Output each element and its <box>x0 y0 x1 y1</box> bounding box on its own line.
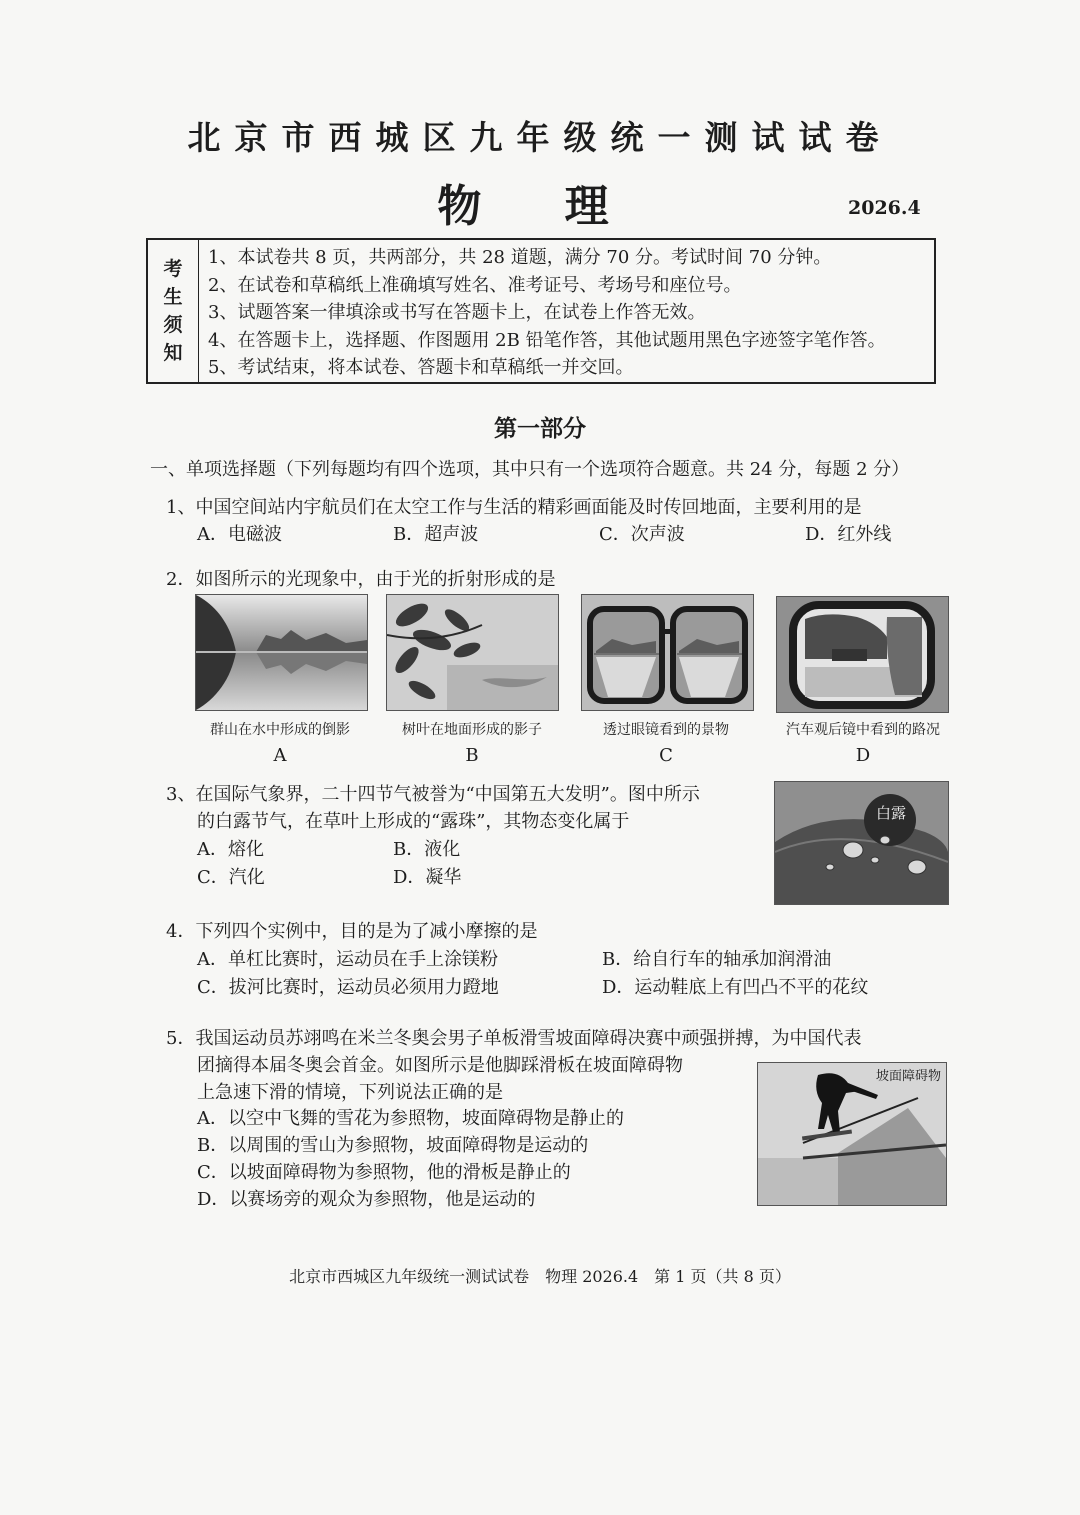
section-title: 一、单项选择题（下列每题均有四个选项，其中只有一个选项符合题意。共 24 分，每题 2 分） <box>150 459 910 480</box>
q1-option-a: A．电磁波 <box>197 524 282 545</box>
snowboard-illustration <box>758 1063 946 1205</box>
q5-option-d: D．以赛场旁的观众为参照物，他是运动的 <box>197 1189 536 1210</box>
dew-illustration <box>775 782 948 904</box>
q3-option-d: D．凝华 <box>393 867 462 888</box>
page-footer: 北京市西城区九年级统一测试试卷 物理 2026.4 第 1 页（共 8 页） <box>289 1267 791 1286</box>
notice-list <box>208 244 886 382</box>
q5-option-b: B．以周围的雪山为参照物，坡面障碍物是运动的 <box>197 1135 589 1156</box>
q2-caption-b: 树叶在地面形成的影子 <box>402 722 542 738</box>
q4-option-a: A．单杠比赛时，运动员在手上涂镁粉 <box>197 949 498 970</box>
q5-option-c: C．以坡面障碍物为参照物，他的滑板是静止的 <box>197 1162 571 1183</box>
q2-caption-a: 群山在水中形成的倒影 <box>210 722 350 738</box>
notice-item: 4、在答题卡上，选择题、作图题用 2B 铅笔作答，其他试题用黑色字迹签字笔作答。 <box>208 329 886 351</box>
q5-stem-line1: 5．我国运动员苏翊鸣在米兰冬奥会男子单板滑雪坡面障碍决赛中顽强拼搏，为中国代表 <box>166 1028 862 1049</box>
rearview-mirror-photo <box>776 596 949 713</box>
notice-label-char: 知 <box>163 342 183 364</box>
q5-stem-line3: 上急速下滑的情境，下列说法正确的是 <box>197 1082 503 1103</box>
q2-letter-c: C <box>659 745 673 766</box>
q2-caption-c: 透过眼镜看到的景物 <box>603 722 729 738</box>
q3-stem-line1: 3、在国际气象界，二十四节气被誉为“中国第五大发明”。图中所示 <box>166 784 700 805</box>
q1-stem: 1、中国空间站内宇航员们在太空工作与生活的精彩画面能及时传回地面，主要利用的是 <box>166 497 862 518</box>
exam-date: 2026.4 <box>848 197 921 219</box>
q3-stem-line2: 的白露节气，在草叶上形成的“露珠”，其物态变化属于 <box>197 811 630 832</box>
notice-label-char: 生 <box>163 286 183 308</box>
q1-option-c: C．次声波 <box>599 524 685 545</box>
exam-title: 北京市西城区九年级统一测试试卷 <box>187 118 893 157</box>
q4-stem: 4．下列四个实例中，目的是为了减小摩擦的是 <box>166 921 538 942</box>
q2-letter-d: D <box>855 745 871 766</box>
q1-option-d: D．红外线 <box>805 524 892 545</box>
part-title: 第一部分 <box>494 415 586 442</box>
q2-caption-d: 汽车观后镜中看到的路况 <box>786 722 940 738</box>
q2-letter-a: A <box>273 745 287 766</box>
notice-item: 5、考试结束，将本试卷、答题卡和草稿纸一并交回。 <box>208 357 634 378</box>
notice-label <box>148 240 199 382</box>
q4-option-c: C．拔河比赛时，运动员必须用力蹬地 <box>197 977 499 998</box>
reflection-photo <box>195 594 368 711</box>
q4-option-d: D．运动鞋底上有凹凸不平的花纹 <box>602 977 869 998</box>
leaf-shadow-photo <box>386 594 559 711</box>
q1-option-b: B．超声波 <box>393 524 479 545</box>
obstacle-label: 坡面障碍物 <box>876 1069 942 1084</box>
candidate-notice-box <box>146 238 936 384</box>
q3-option-c: C．汽化 <box>197 867 265 888</box>
notice-item: 1、本试卷共 8 页，共两部分，共 28 道题，满分 70 分。考试时间 70 分钟。 <box>208 247 832 268</box>
notice-label-char: 须 <box>163 314 183 336</box>
dew-photo <box>774 781 949 905</box>
q2-stem: 2．如图所示的光现象中，由于光的折射形成的是 <box>166 569 556 590</box>
q2-letter-b: B <box>465 745 479 766</box>
snowboard-photo <box>757 1062 947 1206</box>
q3-option-a: A．熔化 <box>197 839 264 860</box>
q3-option-b: B．液化 <box>393 839 461 860</box>
q5-option-a: A．以空中飞舞的雪花为参照物，坡面障碍物是静止的 <box>197 1108 624 1129</box>
glasses-view-photo <box>581 594 754 711</box>
q5-stem-line2: 团摘得本届冬奥会首金。如图所示是他脚踩滑板在坡面障碍物 <box>197 1055 683 1076</box>
notice-item: 2、在试卷和草稿纸上准确填写姓名、准考证号、考场号和座位号。 <box>208 274 742 296</box>
subject-title: 物 理 <box>437 181 643 232</box>
notice-label-char: 考 <box>163 258 183 280</box>
notice-item: 3、试题答案一律填涂或书写在答题卡上，在试卷上作答无效。 <box>208 302 706 323</box>
dew-photo-label: 白露 <box>876 804 907 822</box>
q4-option-b: B．给自行车的轴承加润滑油 <box>602 949 832 970</box>
